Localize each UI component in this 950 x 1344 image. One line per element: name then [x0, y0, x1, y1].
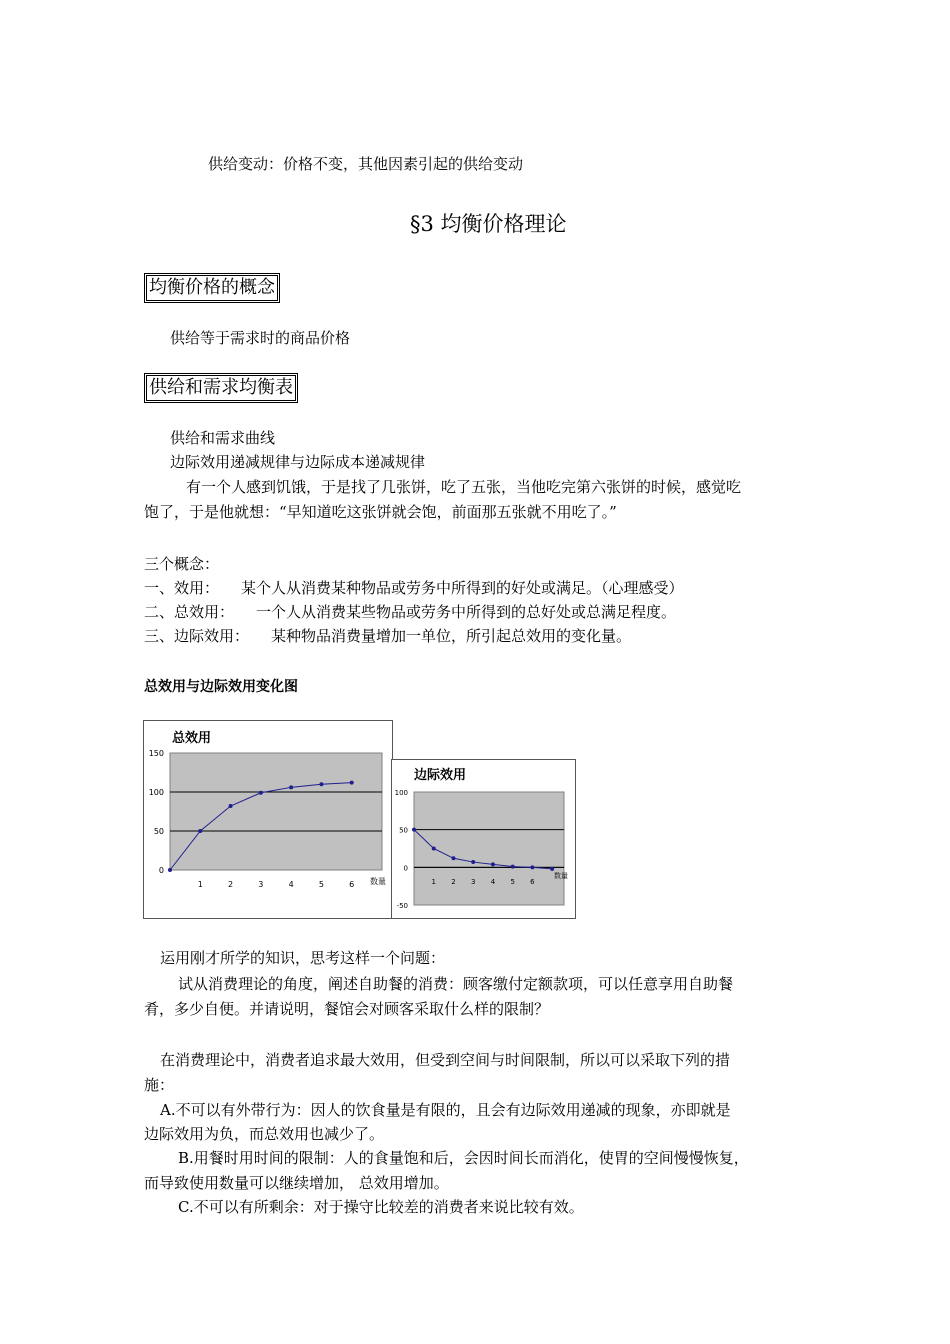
- y-tick-label: 0: [158, 866, 164, 875]
- data-point: [491, 862, 495, 866]
- data-point: [530, 865, 534, 869]
- data-point: [259, 791, 263, 795]
- question-line-1: 试从消费理论的角度，阐述自助餐的消费：顾客缴付定额款项，可以任意享用自助餐: [178, 975, 734, 993]
- data-point: [451, 856, 455, 860]
- story-line-2: 饱了，于是他就想：“早知道吃这张饼就会饱，前面那五张就不用吃了。”: [144, 503, 617, 521]
- section-title: §3 均衡价格理论: [410, 212, 567, 236]
- concept-3-text: 某种物品消费量增加一单位，所引起总效用的变化量。: [271, 627, 632, 645]
- x-tick-label: 1: [197, 880, 203, 889]
- laws-line: 边际效用递减规律与边际成本递减规律: [170, 453, 426, 471]
- answer-a-line-1: A.不可以有外带行为：因人的饮食量是有限的，且会有边际效用递减的现象，亦即就是: [160, 1101, 731, 1119]
- box-supply-demand-table: 供给和需求均衡表: [144, 373, 298, 403]
- concept-1: [144, 578, 684, 598]
- answer-b-line-1: B.用餐时用时间的限制：人的食量饱和后，会因时间长而消化，使胃的空间慢慢恢复，: [178, 1149, 749, 1167]
- y-tick-label: 100: [394, 789, 408, 797]
- concept-3-label: 三、边际效用：: [144, 627, 250, 645]
- x-tick-label: 5: [510, 878, 515, 886]
- x-tick-label: 6: [530, 878, 535, 886]
- y-tick-label: 100: [148, 788, 164, 797]
- concept-1-label: 一、效用：: [144, 579, 220, 597]
- total-utility-chart: [144, 721, 392, 918]
- answer-c: C.不可以有所剩余：对于操守比较差的消费者来说比较有效。: [178, 1198, 584, 1216]
- concept-2: [144, 602, 676, 622]
- y-tick-label: 50: [153, 827, 164, 836]
- chart-title: 边际效用: [414, 768, 467, 783]
- box-equilibrium-concept: 均衡价格的概念: [144, 273, 280, 303]
- data-point: [229, 804, 233, 808]
- answer-a-line-2: 边际效用为负，而总效用也减少了。: [144, 1125, 385, 1143]
- concept-3: [144, 626, 631, 646]
- question-line-2: 肴，多少自便。并请说明，餐馆会对顾客采取什么样的限制？: [144, 1000, 550, 1018]
- data-point: [198, 829, 202, 833]
- x-axis-label: 数量: [554, 872, 568, 880]
- x-tick-label: 2: [228, 880, 234, 889]
- equilibrium-definition: 供给等于需求时的商品价格: [170, 329, 351, 347]
- x-tick-label: 1: [431, 878, 436, 886]
- curve-line: 供给和需求曲线: [170, 429, 276, 447]
- data-point: [168, 868, 172, 872]
- x-tick-label: 6: [349, 880, 355, 889]
- y-tick-label: 50: [399, 826, 408, 835]
- x-tick-label: 4: [288, 880, 294, 889]
- supply-change-line: 供给变动：价格不变，其他因素引起的供给变动: [208, 155, 524, 173]
- data-point: [412, 828, 416, 832]
- y-tick-label: 150: [148, 749, 164, 758]
- total-utility-chart-frame: [143, 720, 393, 919]
- data-point: [511, 865, 515, 869]
- marginal-utility-chart: [392, 760, 575, 918]
- marginal-utility-chart-frame: [391, 759, 576, 919]
- data-point: [471, 860, 475, 864]
- figure-caption: 总效用与边际效用变化图: [144, 679, 298, 695]
- data-point: [289, 785, 293, 789]
- story-line-1: 有一个人感到饥饿，于是找了几张饼，吃了五张，当他吃完第六张饼的时候，感觉吃: [186, 478, 742, 496]
- data-point: [550, 867, 554, 871]
- chart-title: 总效用: [172, 731, 212, 746]
- concept-2-label: 二、总效用：: [144, 603, 235, 621]
- x-tick-label: 3: [470, 878, 476, 886]
- answer-intro-1: 在消费理论中，消费者追求最大效用，但受到空间与时间限制，所以可以采取下列的措: [160, 1051, 731, 1069]
- question-intro: 运用刚才所学的知识，思考这样一个问题：: [160, 949, 446, 967]
- plot-area: [170, 753, 382, 870]
- y-tick-label: 0: [403, 864, 408, 873]
- answer-b-line-2: 而导致使用数量可以继续增加， 总效用增加。: [144, 1174, 449, 1192]
- concept-2-text: 一个人从消费某些物品或劳务中所得到的总好处或总满足程度。: [256, 603, 677, 621]
- y-tick-label: -50: [396, 902, 408, 910]
- three-concepts-heading: 三个概念：: [144, 555, 220, 573]
- data-point: [432, 847, 436, 851]
- x-tick-label: 4: [490, 878, 496, 886]
- plot-area: [414, 792, 564, 905]
- x-tick-label: 5: [318, 880, 324, 889]
- x-tick-label: 3: [258, 880, 264, 889]
- data-point: [350, 781, 354, 785]
- x-axis-label: 数量: [370, 877, 386, 886]
- answer-intro-2: 施：: [144, 1076, 175, 1094]
- data-point: [319, 782, 323, 786]
- x-tick-label: 2: [451, 878, 456, 886]
- concept-1-text: 某个人从消费某种物品或劳务中所得到的好处或满足。（心理感受）: [241, 579, 684, 597]
